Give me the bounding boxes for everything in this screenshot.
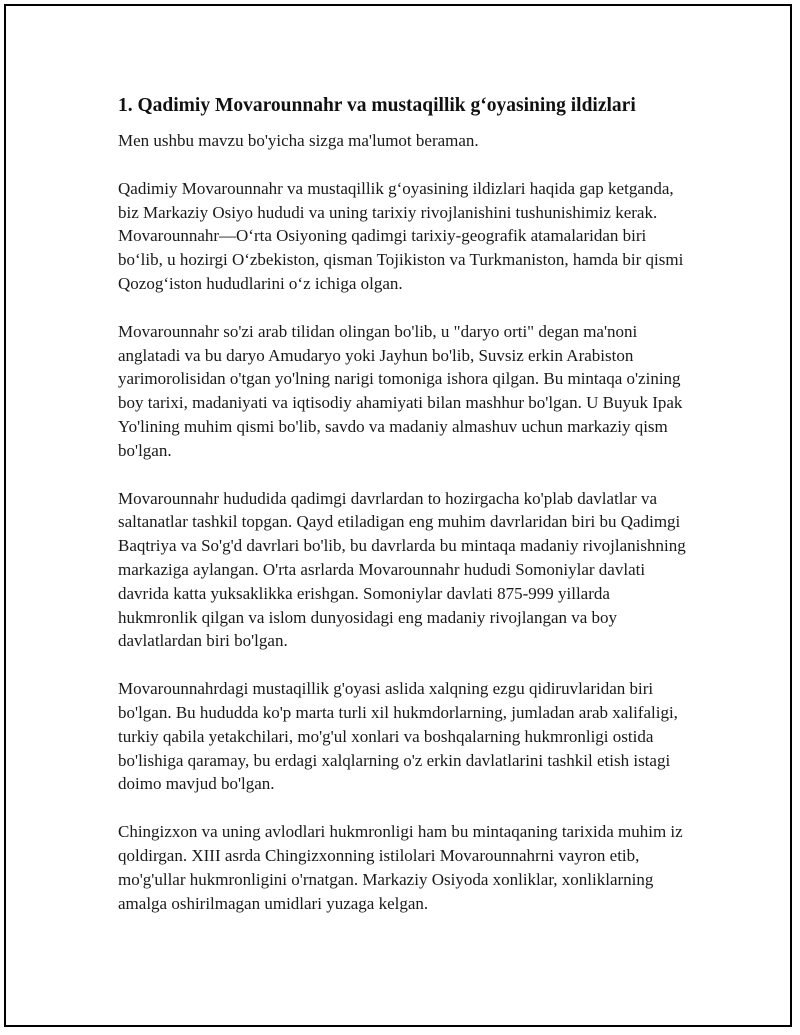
- intro-paragraph: Men ushbu mavzu bo'yicha sizga ma'lumot beraman.: [118, 131, 479, 150]
- paragraph-1: Qadimiy Movarounnahr va mustaqillik g‘oyasining ildizlari haqida gap ketganda, biz Markaziy Osiyo hududi va uning tarixiy rivojlanishini tushunishimiz kerak. Movarounnahr—O‘rta Osiyoning qadimgi tarixiy-geografik atamalaridan biri bo‘lib, u hozirgi O‘zbekiston, qisman Tojikiston va Turkmaniston, hamda bir qismi Qozog‘iston hududlarini o‘z ichiga olgan.: [118, 178, 684, 293]
- paragraph-4: Movarounnahrdagi mustaqillik g'oyasi aslida xalqning ezgu qidiruvlaridan biri bo'lgan. Bu hududda ko'p marta turli xil hukmdorlarning, jumladan arab xalifaligi, turkiy qabila yetakchilari, mo'g'ul xonlari va boshqalarning hukmronligi ostida bo'lishiga qaramay, bu erdagi xalqlarning o'z erkin davlatlarini tashkil etish istagi doimo mavjud bo'lgan.: [118, 679, 678, 794]
- document-title: 1. Qadimiy Movarounnahr va mustaqillik g‘oyasining ildizlari: [118, 95, 636, 116]
- paragraph-3: Movarounnahr hududida qadimgi davrlardan to hozirgacha ko'plab davlatlar va saltanatlar tashkil topgan. Qayd etiladigan eng muhim davrlaridan biri bu Qadimgi Baqtriya va So'g'd davrlari bo'lib, bu davrlarda bu mintaqa madaniy rivojlanishning markaziga aylangan. O'rta asrlarda Movarounnahr hududi Somoniylar davlati davrida katta yuksaklikka erishgan. Somoniylar davlati 875-999 yillarda hukmronlik qilgan va islom dunyosidagi eng madaniy rivojlangan va boy davlatlardan biri bo'lgan.: [118, 488, 686, 651]
- paragraph-5: Chingizxon va uning avlodlari hukmronligi ham bu mintaqaning tarixida muhim iz qoldirgan. XIII asrda Chingizxonning istilolari Movarounnahrni vayron etib, mo'g'ullar hukmronligini o'rnatgan. Markaziy Osiyoda xonliklar, xonliklarning amalga oshirilmagan umidlari yuzaga kelgan.: [118, 822, 683, 913]
- paragraph-2: Movarounnahr so'zi arab tilidan olingan bo'lib, u "daryo orti" degan ma'noni anglatadi va bu daryo Amudaryo yoki Jayhun bo'lib, Suvsiz erkin Arabiston yarimorolisidan o'tgan yo'lning narigi tomoniga ishora qilgan. Bu mintaqa o'zining boy tarixi, madaniyati va iqtisodiy ahamiyati bilan mashhur bo'lgan. U Buyuk Ipak Yo'lining muhim qismi bo'lib, savdo va madaniy almashuv uchun markaziy qism bo'lgan.: [118, 321, 683, 460]
- document-body: [118, 92, 686, 915]
